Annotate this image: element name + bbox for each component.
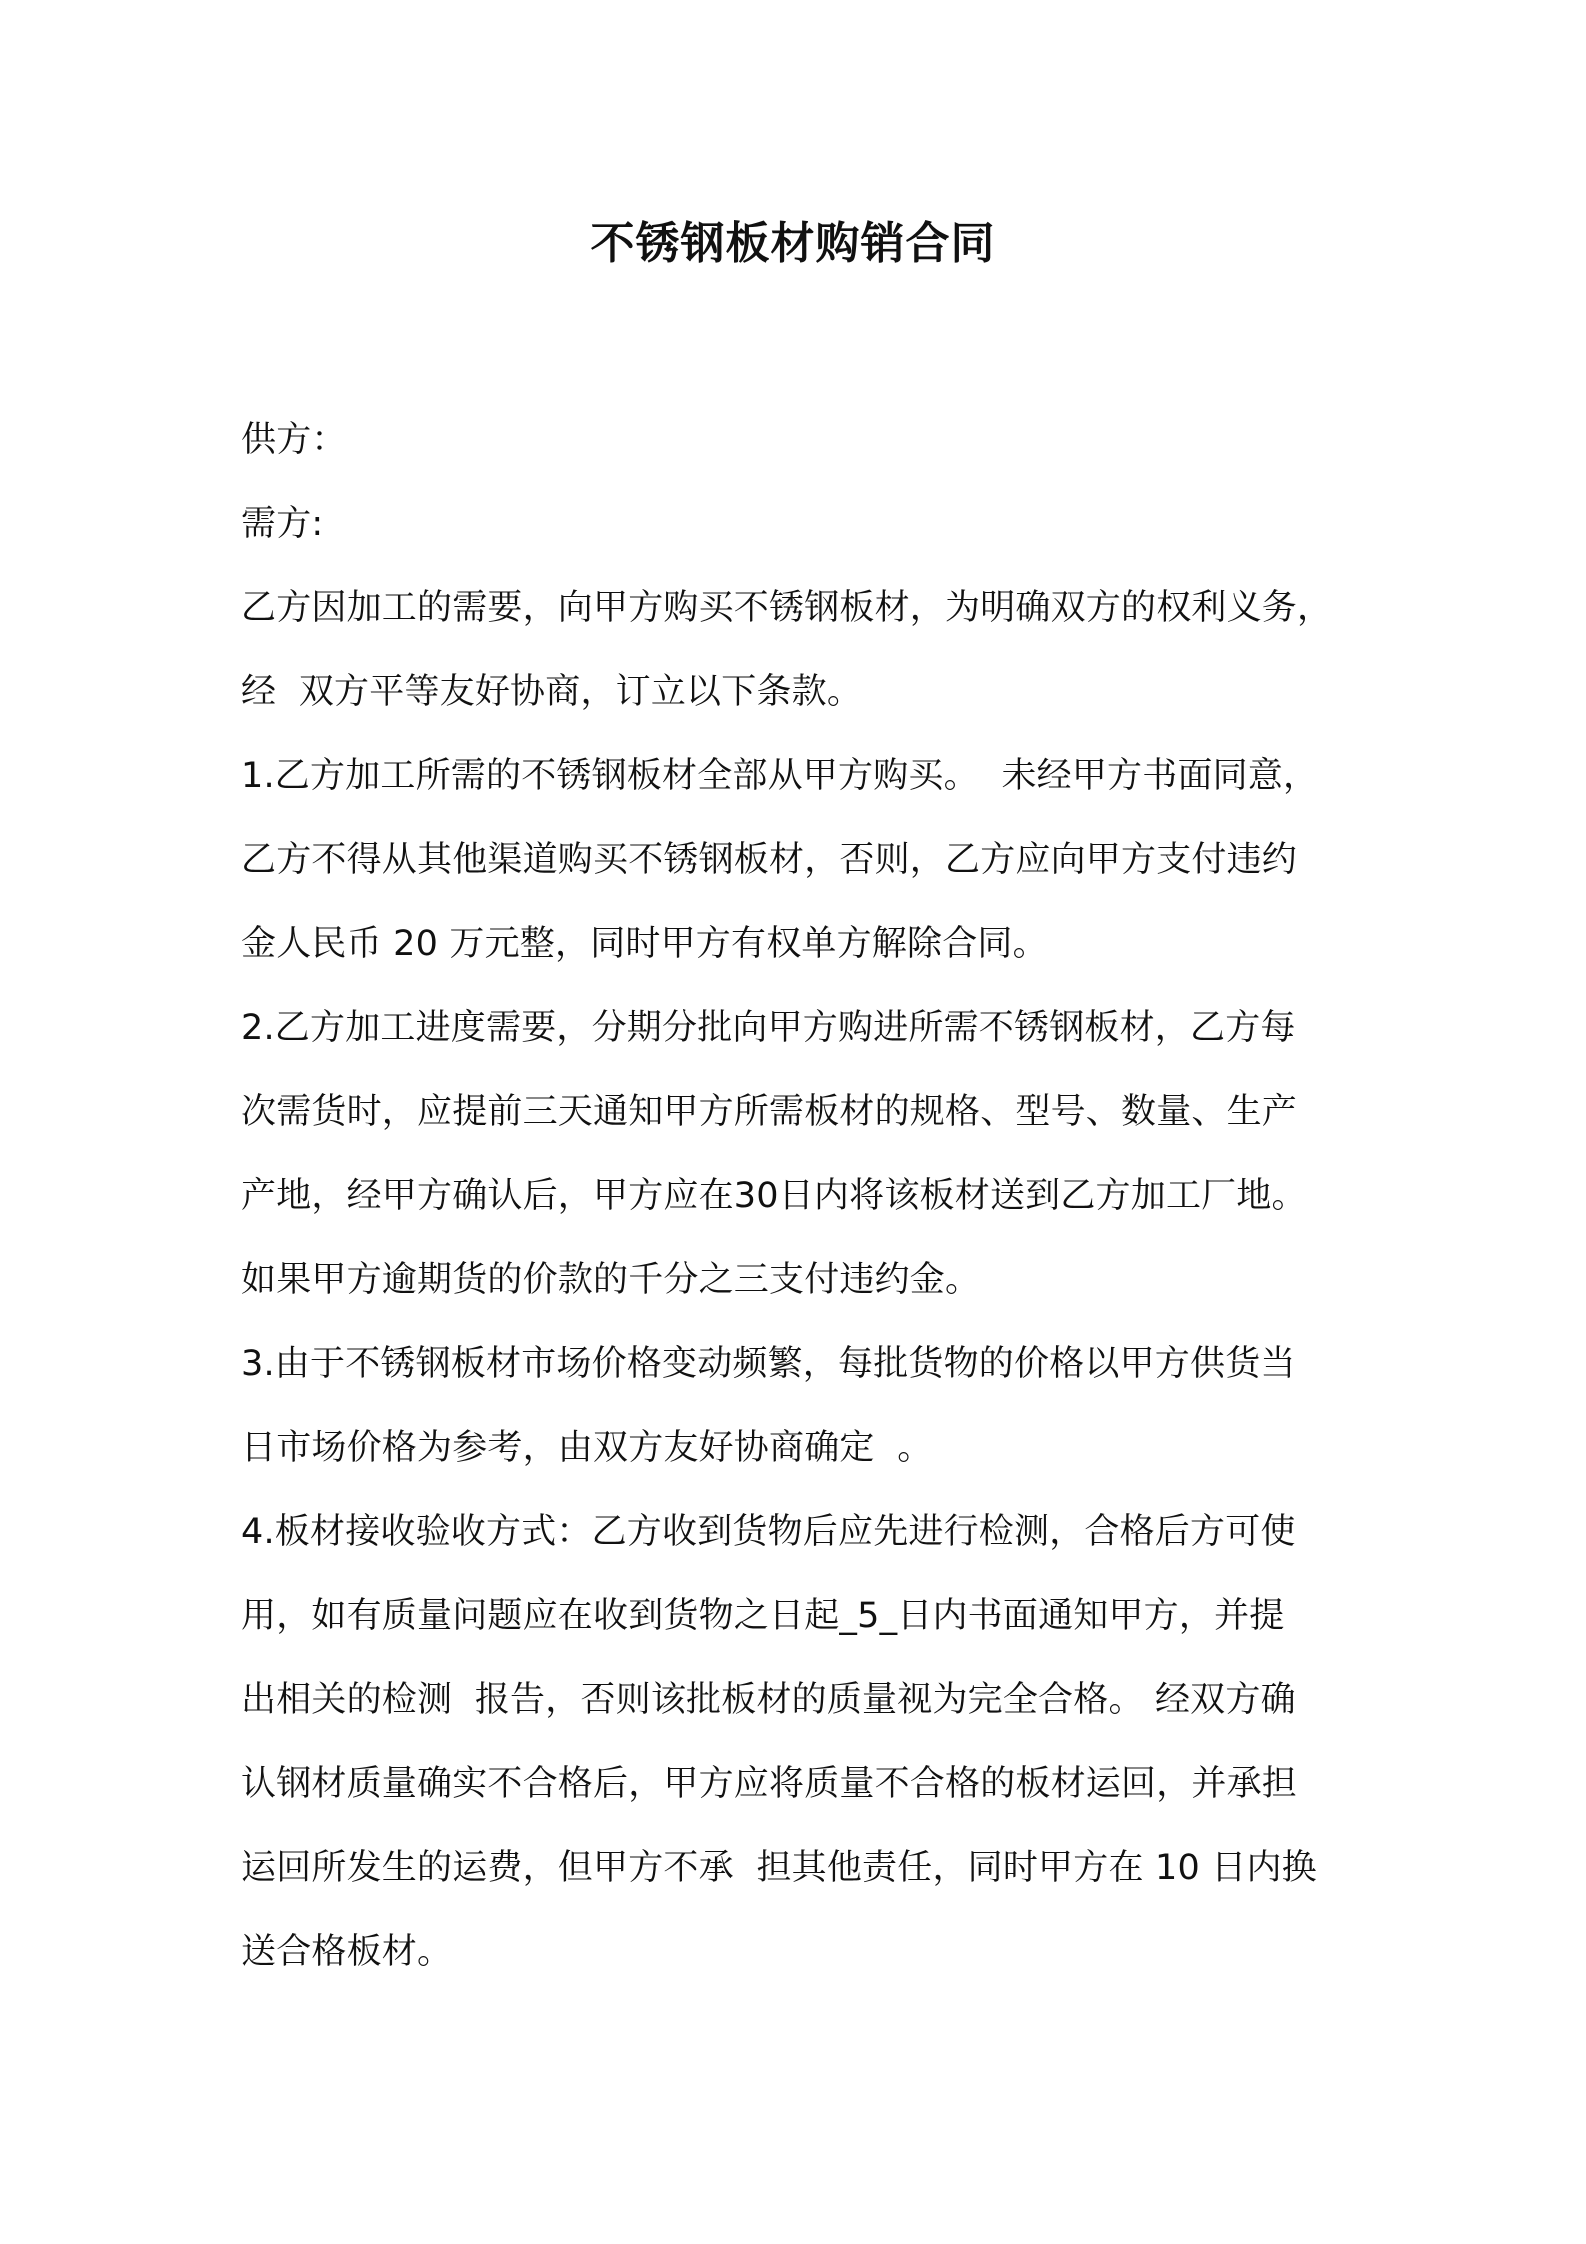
clause-4-line: 4.板材接收验收方式：乙方收到货物后应先进行检测，合格后方可使 bbox=[241, 1512, 1296, 1552]
clause-1-line: 金人民币 20 万元整，同时甲方有权单方解除合同。 bbox=[241, 924, 1048, 964]
clause-4-line: 认钢材质量确实不合格后，甲方应将质量不合格的板材运回，并承担 bbox=[241, 1764, 1298, 1804]
document-title: 不锈钢板材购销合同 bbox=[590, 218, 996, 269]
buyer-line: 需方: bbox=[241, 504, 324, 544]
clause-2-line: 如果甲方逾期货的价款的千分之三支付违约金。 bbox=[241, 1260, 981, 1300]
preamble-line: 乙方因加工的需要，向甲方购买不锈钢板材，为明确双方的权利义务， bbox=[241, 588, 1333, 628]
clause-4-line: 用，如有质量问题应在收到货物之日起_5_日内书面通知甲方，并提 bbox=[241, 1596, 1285, 1636]
clause-2-line: 产地，经甲方确认后，甲方应在30日内将该板材送到乙方加工厂地。 bbox=[241, 1176, 1307, 1216]
clause-2-line: 次需货时，应提前三天通知甲方所需板材的规格、型号、数量、生产 bbox=[241, 1092, 1298, 1132]
clause-4-line: 送合格板材。 bbox=[241, 1932, 453, 1972]
clause-2-line: 2.乙方加工进度需要，分期分批向甲方购进所需不锈钢板材，乙方每 bbox=[241, 1008, 1296, 1048]
preamble-line: 经 双方平等友好协商，订立以下条款。 bbox=[241, 672, 863, 712]
supplier-line: 供方： bbox=[241, 420, 347, 460]
clause-1-line: 1.乙方加工所需的不锈钢板材全部从甲方购买。 未经甲方书面同意， bbox=[241, 756, 1319, 796]
clause-3-line: 3.由于不锈钢板材市场价格变动频繁，每批货物的价格以甲方供货当 bbox=[241, 1344, 1296, 1384]
clause-4-line: 运回所发生的运费，但甲方不承 担其他责任，同时甲方在 10 日内换 bbox=[241, 1848, 1317, 1888]
clause-1-line: 乙方不得从其他渠道购买不锈钢板材，否则，乙方应向甲方支付违约 bbox=[241, 840, 1298, 880]
clause-4-line: 出相关的检测 报告，否则该批板材的质量视为完全合格。 经双方确 bbox=[241, 1680, 1296, 1720]
clause-3-line: 日市场价格为参考，由双方友好协商确定 。 bbox=[241, 1428, 933, 1468]
